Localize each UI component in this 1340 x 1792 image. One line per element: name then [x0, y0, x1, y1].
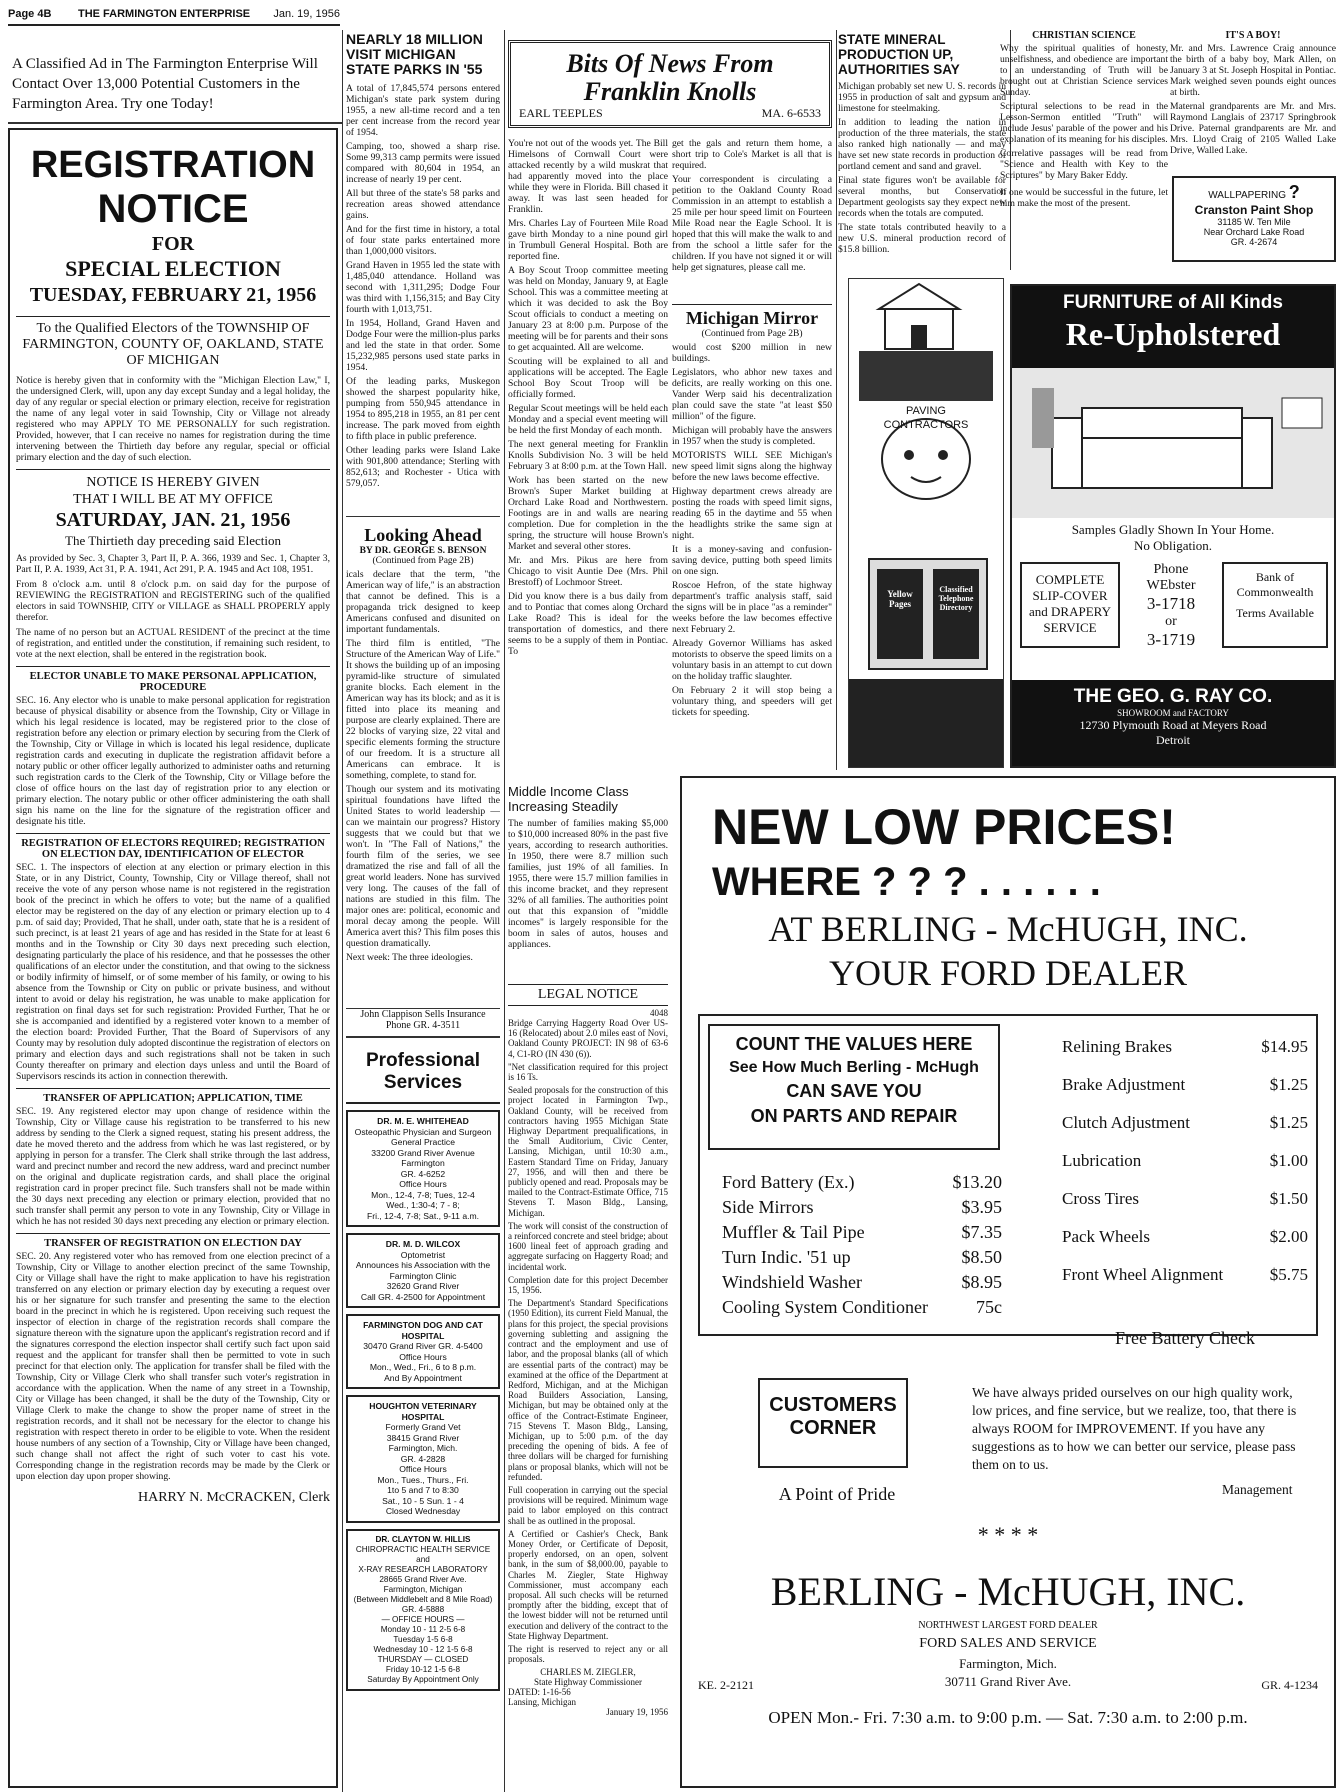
phone-number2: 3-1719 [1146, 630, 1196, 649]
legal-p4: The work will consist of the construction of a reinforced concrete and steel bridge; about 1600 lineal feet of approach grading and aggregate surfacing on Haggerty Road; and incidental work. [508, 1220, 668, 1272]
hours-paragraph: From 8 o'clock a.m. until 8 o'clock p.m. on said day for the purpose of REVIEWING the REGISTRATION and REGISTERING such of the qualified electors in said TOWNSHIP, CITY or VILLAGE as SHALL PROPERLY apply therefor. [16, 579, 330, 623]
notice-title: NOTICE [97, 187, 249, 231]
thirtieth-day: The Thirtieth day preceding said Election [65, 533, 281, 548]
card-line: Office Hours [399, 1464, 447, 1474]
legal-p9: The right is reserved to reject any or all proposals. [508, 1643, 668, 1665]
mineral-p2: In addition to leading the nation in production of the three materials, the state also ranked high nationally — and may have set new state records in production of portland cement and sand and gravel. [838, 117, 1006, 172]
legal-dated: DATED: 1-16-56 [508, 1687, 571, 1698]
parks-p8: Other leading parks were Island Lake with 901,800 attendance; Sterling with 852,613; and Rochester - Utica with 579,057. [346, 445, 500, 489]
wallpaper-label: WALLPAPERING [1208, 190, 1287, 201]
hillis-card [346, 1529, 500, 1691]
corner-label: CORNER [789, 1417, 877, 1439]
price-item: Ford Battery (Ex.) [722, 1172, 855, 1192]
price-row [1062, 1180, 1308, 1218]
card-line: CHIROPRACTIC HEALTH SERVICE [355, 1544, 491, 1554]
electors-address: To the Qualified Electors of the TOWNSHIP OF FARMINGTON, COUNTY OF, OAKLAND, STATE OF MICHIGAN [22, 321, 324, 368]
parks-p6: In 1954, Holland, Grand Haven and Dodge Four were the million-plus parks and led the state in that order. Some 15,232,985 persons used state parks in 1954. [346, 318, 500, 373]
price-row [722, 1220, 1002, 1245]
card-line: GR. 4-6252 [400, 1168, 446, 1179]
card-line: — OFFICE HOURS — [381, 1614, 465, 1624]
professional-title: Professional Services [346, 1042, 500, 1104]
sec16-paragraph: SEC. 16. Any elector who is unable to make personal application for registration because of physical disability or absence from the Township, City or Village in which his legal residence is located, may be registered prior to the close of registration before any election or primary election by securing from the Clerk of the Township, City or Village in which is located his legal residence, duplicate registration cards and executing in duplicate the registration affidavit before a notary public or other officer legally authorized to administer oaths and returning such registration cards to the Clerk of the Township, City or Village before the close of office hours on the last day of registration prior to any election or primary election. The notary public or other officer administering the oath shall sign his name on the line for the signature of the registration officer and designate his title. [16, 695, 330, 827]
largest-dealer: NORTHWEST LARGEST FORD DEALER [918, 1620, 1098, 1631]
reupholstered-title: Re-Upholstered [1065, 316, 1281, 352]
legal-p1: Bridge Carrying Haggerty Road Over US-16 (Relocated) about 2.0 miles east of Novi, Oakland County PROJECT: IN 98 of 63-6 4, C1-RO (IN 430 (6)). [508, 1018, 668, 1059]
card-line: Saturday By Appointment Only [367, 1674, 479, 1684]
mirror-continued: (Continued from Page 2B) [701, 329, 803, 339]
card-line: Wednesday 10 - 12 1-5 6-8 [373, 1644, 473, 1654]
looking-p3: Though our system and its motivating spiritual foundations have lifted the United States to world leadership — can we maintain our progress? History suggests that we could but that we won't. In "The Fall of Nations," the fourth film of the series, we see dramatized the rise and fall of all the great world leaders. None has survived very long. The causes of the fall of nations are studied in this film. The major ones are: political, economic and moral decay among the people. Will America avert this? This film poses this question dramatically. [346, 784, 500, 949]
phone-number1: 3-1718 [1146, 594, 1196, 613]
card-line: 28665 Grand River Ave. [379, 1574, 467, 1584]
mineral-p3: Final state figures won't be available for several months, but Conservation Department geologists say they expect new records when the totals are computed. [838, 175, 1006, 219]
income-headline: Middle Income Class Increasing Steadily [508, 784, 629, 814]
price-value: $5.75 [1269, 1265, 1308, 1284]
issue-date: Jan. 19, 1956 [273, 8, 340, 20]
election-date: TUESDAY, FEBRUARY 21, 1956 [29, 284, 317, 306]
phone-box [1126, 562, 1216, 662]
sec19-paragraph: SEC. 19. Any registered elector may upon change of residence within the Township, City or Village cause his registration to be transferred to his new address by sending to the Clerk a signed request, stating his present address, the date he moved thereto and the address from which he was last registered, or by applying in person for a transfer. The Clerk shall strike through the last address, ward and precinct number and record the new address, ward and precinct number on the original and duplicate registration cards, and shall place the original registration card in proper precinct file. Such transfers shall not be made within the 30 days next preceding any election or primary election, provided that no such transfer shall permit any person to vote in any Township, City or Village in which he has not resided 30 days next preceding any election or primary election. [16, 1106, 330, 1227]
section-heading: ELECTOR UNABLE TO MAKE PERSONAL APPLICATION, PROCEDURE [29, 671, 317, 693]
card-line: Friday 10-12 1-5 6-8 [385, 1664, 461, 1674]
directory-book: Classified Telephone Directory [938, 585, 974, 612]
notice-paragraph: Notice is hereby given that in conformity with the "Michigan Election Law," I, the undersigned Clerk, will, upon any day except Sunday and a legal holiday, the day of any regular or special election or primary election, receive for registration the name of any legal voter in said Township, City or Village not already registered who may APPLY TO ME PERSONALLY for such registration. Provided, however, that I can receive no names for registration during the time intervening between the Thirtieth day before any regular, special or official primary election and the day of such election. [16, 375, 330, 463]
can-save-you: CAN SAVE YOU [786, 1081, 922, 1101]
mineral-article [838, 32, 1006, 268]
legal-place: Lansing, Michigan [508, 1697, 576, 1708]
christian-science-article [1000, 30, 1168, 270]
insurance-line: John Clappison Sells Insurance [360, 1009, 486, 1020]
price-item: Clutch Adjustment [1062, 1113, 1190, 1132]
sec1-paragraph: SEC. 1. The inspectors of election at any election or primary election in this State, or in any District, County, Township, City or Village thereof, shall not receive the vote of any person whose name is not registered in the registration book of the precinct in which he offers to vote; but the name of a qualified elector may be registered on the day of any election or primary election up to 4 p.m. of said day; Provided, That he shall, under oath, state that he is a resident of such precinct, is at least 21 years of age and has resided in the State for at least 6 months and in the Township or City 30 days next preceding such election, designating particularly the place of his residence, and that he possesses the other qualifications of an elector under the constitution, and that owing to the sickness or bodily infirmity of himself, or of some member of his family, or owing to his absence from the Township or City on public or private business, and without intent to avoid or delay his registration, he was unable to make application for registration on final days set for such registration: Provided Further, That he or she is accompanied and identified by a registered voter known to a member of the election board: Provided Further, That the Board of Supervisors of any County may by resolution duly adopted discontinue the registration of electors on primary and election days and such registrations shall not be taken in such County thereafter on primary and election days unless and until the Board of Supervisors rescinds its action in connection therewith. [16, 862, 330, 1082]
bits-article-col2 [672, 138, 832, 298]
houghton-card [346, 1395, 500, 1523]
price-item: Front Wheel Alignment [1062, 1265, 1224, 1284]
furniture-title: FURNITURE of All Kinds [1063, 292, 1283, 313]
mirror-p9: On February 2 it will stop being a voluntary thing, and speeders will get tickets for speeding. [672, 685, 832, 718]
dealer-name: BERLING - McHUGH, INC. [770, 1569, 1246, 1614]
card-line: 30470 Grand River GR. 4-5400 [363, 1341, 483, 1351]
card-line: Call GR. 4-2500 for Appointment [360, 1291, 486, 1302]
parks-p4: And for the first time in history, a total of four state parks entertained more than 1,000,000 visitors. [346, 224, 500, 257]
looking-p2: The third film is entitled, "The Structure of the American Way of Life." It shows the building up of an imposing pyramid-like structure of simulated granite blocks. Each element in the American way has its block; and as it is fitted into place its meaning and purpose are clearly explained. There are 22 blocks of varying size, 22 vital and specific elements forming the structure of our freedom. It is a structure all Americans can embrace. It is something, complete, to stand for. [346, 638, 500, 781]
parks-p5: Grand Haven in 1955 led the state with 1,485,040 attendance. Holland was second with 1,311,295; Dodge Four was third with 1,156,315; and Bay City fourth with 1,013,751. [346, 260, 500, 315]
price-value: $2.00 [1269, 1227, 1308, 1246]
price-item: Windshield Washer [722, 1272, 862, 1292]
card-line: X-RAY RESEARCH LABORATORY [358, 1564, 488, 1574]
card-line: GR. 4-2828 [400, 1453, 446, 1464]
count-values: COUNT THE VALUES HERE [735, 1034, 973, 1054]
legal-notice [508, 984, 668, 1784]
legal-p8: A Certified or Cashier's Check, Bank Money Order, or Certificate of Deposit, properly endorsed, on an open, solvent bank, in the sum of $8,000.00, payable to Charles M. Ziegler, State Highway Commissioner, must accompany each proposal. All such checks will be returned promptly after the bidding, except that of the lowest bidder will not be returned until execution and delivery of the contract to the State Highway Department. [508, 1528, 668, 1641]
card-line: 1to 5 and 7 to 8:30 [387, 1485, 459, 1495]
byline: BY DR. GEORGE S. BENSON [359, 546, 487, 556]
terms: Terms Available [1236, 606, 1314, 620]
wallpaper-ad [1172, 176, 1336, 262]
looking-p1: icals declare that the term, "the American way of life," is an abstraction that cannot be defined. This is a propaganda trick designed to keep Americans confused and disunited on important fundamentals. [346, 569, 500, 635]
price-row [722, 1245, 1002, 1270]
right-price-list [1062, 1028, 1308, 1332]
legal-publication: January 19, 1956 [606, 1707, 668, 1718]
mirror-headline: Michigan Mirror [672, 304, 832, 329]
wilcox-card [346, 1233, 500, 1308]
contractors-label: CONTRACTORS [883, 419, 969, 431]
page-number: Page 4B [8, 8, 52, 20]
card-line: 38415 Grand River [386, 1432, 460, 1443]
where-line: WHERE ? ? ? . . . . . . [712, 860, 1101, 904]
values-header-box [708, 1024, 1000, 1150]
phone-gr: GR. 4-1234 [1261, 1678, 1318, 1692]
notice-office: THAT I WILL BE AT MY OFFICE [73, 492, 273, 507]
card-line: HOUGHTON VETERINARY HOSPITAL [369, 1401, 477, 1422]
bits-p3: A Boy Scout Troop committee meeting was held on Monday, January 9, at Eagle School. This was a committee meeting at which it was decided to ask the Boy Scout officials to conduct a meeting on January 23 at 8:00 p.m. Purpose of the meeting will be for parents and their sons to get acquainted. All are welcome. [508, 265, 668, 353]
price-item: Pack Wheels [1062, 1227, 1150, 1246]
price-value: $1.00 [1269, 1151, 1308, 1170]
section-heading: TRANSFER OF REGISTRATION ON ELECTION DAY [44, 1238, 302, 1249]
section-heading: TRANSFER OF APPLICATION; APPLICATION, TIME [43, 1093, 303, 1104]
mirror-p4: MOTORISTS WILL SEE Michigan's new speed limit signs along the highway before the new laws become effective. [672, 450, 832, 483]
card-line: Farmington, Mich. [388, 1443, 458, 1453]
paving-contractors-ad [848, 278, 1004, 768]
legal-headline: LEGAL NOTICE [508, 984, 668, 1006]
mineral-headline: STATE MINERAL PRODUCTION UP, AUTHORITIES SAY [838, 32, 960, 77]
science-p3: Correlative passages will be read from "Science and Health with Key to the Scriptures" by Mary Baker Eddy. [1000, 148, 1168, 181]
mineral-p1: Michigan probably set new U. S. records in 1955 in production of salt and gypsum and limestone for steelmaking. [838, 81, 1006, 114]
paint-shop-address2: Near Orchard Lake Road [1203, 227, 1305, 237]
bits-p4: Scouting will be explained to all and applications will be accepted. The Eagle School Boy Scout Troop will be officially formed. [508, 356, 668, 400]
price-row [1062, 1104, 1308, 1142]
left-price-list [722, 1170, 1002, 1340]
card-line: DR. M. E. WHITEHEAD [377, 1116, 469, 1126]
parks-p3: All but three of the state's 58 parks and recreation areas showed attendance gains. [346, 188, 500, 221]
registration-notice [8, 128, 338, 1788]
paper-name: THE FARMINGTON ENTERPRISE [78, 8, 251, 20]
phone-or: or [1165, 614, 1177, 629]
office-date: SATURDAY, JAN. 21, 1956 [55, 509, 291, 531]
mineral-p4: The state totals contributed heavily to a new U.S. mineral production record of $15.8 billion. [838, 222, 1006, 255]
card-line: Monday 10 - 11 2-5 6-8 [380, 1624, 466, 1634]
card-line: Formerly Grand Vet [385, 1422, 461, 1432]
card-line: Optometrist [400, 1249, 446, 1260]
price-value: $1.25 [1269, 1113, 1308, 1132]
company-name: THE GEO. G. RAY CO. [1073, 686, 1273, 707]
card-line: And By Appointment [384, 1372, 462, 1383]
price-item: Turn Indic. '51 up [722, 1247, 851, 1267]
bits-phone: MA. 6-6533 [761, 106, 821, 120]
legal-title: State Highway Commissioner [534, 1677, 642, 1688]
wallpaper-quote: If one would be successful in the future, let him make the most of the present. [1000, 187, 1168, 209]
whitehead-card [346, 1110, 500, 1227]
card-line: DR. CLAYTON W. HILLIS [375, 1534, 471, 1544]
open-hours: OPEN Mon.- Fri. 7:30 a.m. to 9:00 p.m. — Sat. 7:30 a.m. to 2:00 p.m. [768, 1708, 1248, 1727]
price-item: Brake Adjustment [1062, 1075, 1186, 1094]
legal-signature: CHARLES M. ZIEGLER, [540, 1667, 636, 1678]
bits-p10: get the gals and return them home, a short trip to Cole's Market is all that is required. [672, 138, 832, 171]
obligation-line: No Obligation. [1134, 538, 1212, 553]
card-line: Farmington, Michigan [383, 1584, 463, 1594]
price-item: Cross Tires [1062, 1189, 1140, 1208]
card-line: and [416, 1554, 430, 1564]
card-line: (Between Middlebelt and 8 Mile Road) [353, 1594, 493, 1604]
yellow-pages-book: Yellow Pages [887, 589, 913, 609]
bits-p6: The next general meeting for Franklin Knolls Subdivision No. 3 will be held February 3 at 8:00 p.m. at the Town Hall. [508, 439, 668, 472]
card-line: 33200 Grand River Avenue [371, 1147, 475, 1158]
mirror-p7: Roscoe Hefron, of the state highway department's traffic analysis staff, said the signs will be in place "as a reminder" weeks before the law becomes effective next February 2. [672, 580, 832, 635]
looking-ahead-article [346, 524, 500, 1004]
resident-paragraph: The name of no person but an ACTUAL RESIDENT of the precinct at the time of registration, and entitled under the constitution, if remaining such resident, to vote at the next election, shall be entered in the registration book. [16, 627, 330, 660]
card-line: Osteopathic Physician and Surgeon [354, 1126, 492, 1137]
price-row [1062, 1256, 1308, 1294]
dealer-city: Farmington, Mich. [959, 1656, 1057, 1671]
company-city: Detroit [1156, 733, 1190, 747]
paving-label: PAVING [906, 405, 946, 417]
classified-ad: A Classified Ad in The Farmington Enterprise Will Contact Over 13,000 Potential Customers in the Farmington Area. Try one Today! [12, 56, 318, 112]
bits-title-box [508, 40, 832, 128]
phone-exchange: WEbster [1146, 578, 1196, 593]
statute-paragraph: As provided by Sec. 3, Chapter 3, Part II, P. A. 366, 1939 and Sec. 1, Chapter 3, Part II, P. A. 1939, Act 31, P. A. 1941, Act 291, P. A. 1945 and Act 108, 1951. [16, 553, 330, 575]
boy-p1: Mr. and Mrs. Lawrence Craig announce the birth of a baby boy, Mark Allen, on January 3 at St. Joseph Hospital in Pontiac. Mark weighed seven pounds eight ounces at birth. [1170, 43, 1336, 98]
samples-line: Samples Gladly Shown In Your Home. [1071, 522, 1275, 537]
bits-title-line2: Franklin Knolls [583, 77, 757, 106]
bank-name: Bank of Commonwealth [1236, 570, 1314, 599]
price-row [722, 1195, 1002, 1220]
price-value: $13.20 [952, 1172, 1002, 1192]
sofa-illustration [1012, 368, 1334, 518]
furniture-ad [1010, 284, 1336, 768]
price-row [722, 1270, 1002, 1295]
dealer-line: AT BERLING - McHUGH, INC. [768, 909, 1248, 949]
science-headline: CHRISTIAN SCIENCE [1032, 30, 1136, 41]
price-value: $7.35 [961, 1222, 1002, 1242]
card-line: Announces his Association with the Farmington Clinic [355, 1260, 491, 1281]
mirror-p3: Michigan will probably have the answers in 1957 when the study is completed. [672, 425, 832, 447]
card-line: Office Hours [399, 1179, 447, 1189]
phone-ke: KE. 2-2121 [698, 1678, 754, 1692]
price-value: 75c [976, 1297, 1002, 1317]
registration-title: REGISTRATION [30, 144, 316, 186]
parks-p1: A total of 17,845,574 persons entered Michigan's state park system during 1955, a new all-time record and a ten per cent increase from the record year of 1954. [346, 83, 500, 138]
card-line: 32620 Grand River [386, 1281, 460, 1291]
bits-title-line1: Bits Of News From [566, 49, 774, 78]
price-item: Relining Brakes [1062, 1037, 1173, 1056]
price-value: $1.25 [1269, 1075, 1308, 1094]
price-value: $1.50 [1269, 1189, 1308, 1208]
price-row [722, 1295, 1002, 1320]
bits-p7: Work has been started on the new Brown's Super Market building at Orchard Lake Road and Northwestern. Footings are in and walls are nearing completion. Due for completion in the spring, the structure will house Brown's Market and several other stores. [508, 475, 668, 552]
price-item: Side Mirrors [722, 1197, 814, 1217]
clerk-signature: HARRY N. McCRACKEN, Clerk [138, 1490, 330, 1505]
price-row [1062, 1142, 1308, 1180]
legal-p3: Sealed proposals for the construction of this project located in Farmington Twp., Oakland County, will be received from contractors having 1955 Michigan State Highway Department prequalifications, in the Small Auditorium, Civic Center, Lansing, Michigan, until 10:30 a.m., Eastern Standard Time on Friday, January 27, 1956, and will then and there be publicly opened and read. Proposals may be mailed to the Contract-Estimate Office, 715 Stevens T. Mason Bldg., Lansing, Michigan. [508, 1085, 668, 1218]
price-item: Cooling System Conditioner [722, 1297, 929, 1317]
slip-cover-box: COMPLETE SLIP-COVER and DRAPERY SERVICE [1020, 562, 1120, 648]
paving-illustration [849, 279, 1003, 767]
management-sign: Management [1222, 1482, 1293, 1497]
card-line: General Practice [390, 1137, 455, 1147]
price-value: $8.50 [961, 1247, 1002, 1267]
special-election-title: SPECIAL ELECTION [65, 256, 281, 281]
parks-headline: NEARLY 18 MILLION VISIT MICHIGAN STATE PARKS IN '55 [346, 32, 483, 77]
card-line: Closed Wednesday [385, 1506, 461, 1516]
for-label: FOR [151, 233, 195, 255]
masthead [8, 4, 340, 26]
your-ford-dealer: YOUR FORD DEALER [828, 953, 1187, 993]
boy-headline: IT'S A BOY! [1225, 30, 1281, 41]
bits-p8: Mr. and Mrs. Pikus are here from Chicago to visit Auntie Dee (Mrs. Phil Brestoff) of Lochmoor Street. [508, 555, 668, 588]
card-line: Farmington [401, 1158, 445, 1168]
bits-p5: Regular Scout meetings will be held each Monday and a special event meeting will be held the first Monday of each month. [508, 403, 668, 436]
showroom-label: SHOWROOM and FACTORY [1117, 708, 1229, 718]
card-line: Office Hours [399, 1351, 447, 1362]
card-line: Mon., Tues., Thurs., Fri. [377, 1474, 469, 1485]
paint-shop-address1: 31185 W. Ten Mile [1217, 217, 1291, 227]
card-line: DR. M. D. WILCOX [385, 1239, 461, 1249]
on-parts-repair: ON PARTS AND REPAIR [750, 1106, 958, 1126]
middle-income-article [508, 784, 668, 984]
card-line: Fri., 12-4, 7-8; Sat., 9-11 a.m. [366, 1210, 480, 1221]
point-of-pride: A Point of Pride [778, 1484, 896, 1504]
boy-article [1170, 30, 1336, 170]
card-line: Mon., 12-4, 7-8; Tues, 12-4 [371, 1189, 475, 1200]
parks-p7: Of the leading parks, Muskegon showed the sharpest popularity hike, pumping from 550,945 attendance in 1954 to 895,218 in 1955, an 81 per cent increase. The park moved from eighth to fifth place in public preference. [346, 376, 500, 442]
mirror-p5: Highway department crews already are posting the roads with speed limit signs, reading 65 in the daytime and 55 when the headlights strike the same sign at night. [672, 486, 832, 541]
phone-label: Phone [1153, 562, 1189, 577]
paint-shop-phone: GR. 4-2674 [1230, 237, 1278, 247]
continued-note: (Continued from Page 2B) [372, 556, 474, 566]
price-row [1062, 1028, 1308, 1066]
mirror-p8: Already Governor Williams has asked motorists to observe the speed limits on a voluntary basis in an attempt to cut down on the holiday traffic slaughter. [672, 638, 832, 682]
card-line: Wed., 1:30-4; 7 - 8; [386, 1200, 460, 1210]
looking-ahead-headline: Looking Ahead [364, 525, 482, 545]
legal-p5: Completion date for this project December 15, 1956. [508, 1274, 668, 1296]
price-value: $3.95 [961, 1197, 1002, 1217]
card-line: THURSDAY — CLOSED [377, 1654, 469, 1664]
card-line: Tuesday 1-5 6-8 [393, 1634, 453, 1644]
parks-article [346, 32, 500, 512]
new-low-prices: NEW LOW PRICES! [712, 799, 1176, 855]
professional-services [346, 1042, 500, 1788]
legal-p6: The Department's Standard Specifications (1950 Edition), its current Field Manual, the plans for this project, the special provisions governing subletting and assigning the contract and the employment and use of labor, and the proposal blanks (all of which are essential parts of the contract) may be examined at the office of the Department at Redford, Michigan, and at the Michigan Road Builders Association, Lansing, Michigan, but may be obtained only at the office of the Contract-Estimate Engineer, 715 Stevens T. Mason Bldg., Lansing, Michigan, up to 5:00 p.m. of the day preceding the opening of bids. A fee of three dollars will be charged for furnishing plans or proposal blanks, which will not be refunded. [508, 1298, 668, 1482]
company-address: 12730 Plymouth Road at Meyers Road [1079, 718, 1267, 732]
card-line: GR. 4-5888 [401, 1604, 445, 1614]
sales-service: FORD SALES AND SERVICE [919, 1636, 1097, 1651]
parks-p2: Camping, too, showed a sharp rise. Some 99,313 camp permits were issued compared with 80,604 in 1954, an increase of nearly 19 per cent. [346, 141, 500, 185]
looking-p4: Next week: The three ideologies. [346, 952, 473, 963]
bits-article-col1 [508, 138, 668, 778]
card-line: Mon., Wed., Fri., 6 to 8 p.m. [369, 1362, 477, 1372]
question-icon: ? [1288, 182, 1300, 202]
customers-label: CUSTOMERS [769, 1394, 897, 1416]
legal-number: 4048 [650, 1008, 668, 1018]
ray-company-banner [1012, 680, 1334, 766]
bank-box [1222, 562, 1328, 648]
paint-shop-name: Cranston Paint Shop [1194, 203, 1314, 217]
mirror-p6: It is a money-saving and confusion-saving device, putting both speed limits on one sign. [672, 544, 832, 577]
stars-divider: * * * * [977, 1522, 1039, 1547]
mirror-p1: would cost $200 million in new buildings. [672, 342, 832, 364]
insurance-ad [346, 1008, 500, 1038]
free-battery-check: Free Battery Check [1115, 1328, 1255, 1348]
bits-p2: Mrs. Charles Lay of Fourteen Mile Road gave birth Monday to a nine pound girl in Trumbull General Hospital. Both are reported fine. [508, 218, 668, 262]
legal-p2: "Net classification required for this project is 16 Ts. [508, 1061, 668, 1083]
science-p1: Why the spiritual qualities of honesty, unselfishness, and obedience are important to an understanding of Truth will be brought out at Christian Science services Sunday. [1000, 43, 1168, 98]
bits-author: EARL TEEPLES [519, 106, 603, 120]
bits-p9: Did you know there is a bus daily from and to Pontiac that comes along Orchard Lake Road? This is ideal for the transportation of domestics, and there seems to be a supply of them in Pontiac. To [508, 591, 668, 657]
price-value: $14.95 [1261, 1037, 1308, 1056]
dog-cat-card [346, 1314, 500, 1389]
boy-p2: Maternal grandparents are Mr. and Mrs. Raymond Langlais of 23717 Springbrook Drive. Paternal grandparents are Mr. and Mrs. Lloyd Craig of 2105 Walled Lake Drive, Walled Lake. [1170, 101, 1336, 156]
price-item: Muffler & Tail Pipe [722, 1222, 865, 1242]
card-line: Sat., 10 - 5 Sun. 1 - 4 [382, 1495, 464, 1506]
dealer-address: 30711 Grand River Ave. [944, 1674, 1072, 1689]
price-row [722, 1170, 1002, 1195]
bits-p11: Your correspondent is circulating a petition to the Oakland County Road Commission in an attempt to establish a 25 mile per hour speed limit on Fourteen Mile Road near the Eagle School. It is hoped that this will make the walk to and from the school a little safer for the children. If you have not signed it or will help get signatures, please call me. [672, 174, 832, 273]
science-p2: Scriptural selections to be read in the Lesson-Sermon entitled "Truth" will include Jesus' parable of the power and his explanation of its meaning for his disciples. [1000, 101, 1168, 145]
ford-dealer-ad [680, 776, 1336, 1788]
see-how-much: See How Much Berling - McHugh [729, 1059, 979, 1076]
price-item: Lubrication [1062, 1151, 1142, 1170]
bits-p1: You're not out of the woods yet. The Bill Himelsons of Cornwall Court were attacked recently by a wild muskrat that had apparently moved into the place while they were in Florida. Bill chased it away. It was last seen headed for Franklin. [508, 138, 668, 215]
legal-p7: Full cooperation in carrying out the special provisions will be required. Minimum wage paid to labor employed on this contract shall be as outlined in the proposal. [508, 1484, 668, 1526]
sec20-paragraph: SEC. 20. Any registered voter who has removed from one election precinct of a Township, City or Village to another election precinct of the same Township, City or Village shall have the right to make application to have his registration transferred on any election or primary election day by executing a request over his or her signature for such transfer and presenting the same to the election board in the precinct in which he is registered. Upon receiving such request the inspector of election in charge of the registration records shall compare the signature thereon with the signature upon the applicant's registration record and if the signatures correspond the election inspector shall certify such fact upon said request and the applicant for transfer shall then be permitted to vote in such precinct for that election only. The application for transfer shall be filed with the Township, City or Village Clerk who shall transfer such voter's registration in accordance with the application. When the name of any street in a Township, City or Village has been changed, it shall be the duty of the Township, City or Village Clerk to make the change to show the proper name of street in the registration records, and it shall not be necessary for the elector to change his registration with respect thereto in order to be eligible to vote. When the resident house numbers of any section of a Township, City or Village have been changed, such change shall not affect the right of such voter to cast his vote. Corresponding change in the registration records may be made by the Clerk or upon election day upon proper showing. [16, 1251, 330, 1482]
mirror-p2: Legislators, who abhor new taxes and deficits, are really working on this one. Vander Werp said his decentralization plan could save the state "at least $50 million" of the figure. [672, 367, 832, 422]
card-line: FARMINGTON DOG AND CAT HOSPITAL [363, 1320, 483, 1341]
michigan-mirror-article [672, 304, 832, 774]
price-row [1062, 1218, 1308, 1256]
section-heading: REGISTRATION OF ELECTORS REQUIRED; REGISTRATION ON ELECTION DAY, IDENTIFICATION OF ELECTOR [21, 838, 325, 860]
price-value: $8.95 [961, 1272, 1002, 1292]
income-p1: The number of families making $5,000 to $10,000 increased 80% in the past five years, according to research authorities. In 1950, there were 8.7 million such families, just 19% of all families. In 1955, there were 15.7 million families in this income bracket, and they represent 32% of all families. The authorities point out that this expansion of "middle incomes" is largely responsible for the boom in sales of autos, houses and appliances. [508, 818, 668, 950]
insurance-phone: Phone GR. 4-3511 [385, 1020, 461, 1031]
price-row [1062, 1066, 1308, 1104]
customers-corner-box [758, 1378, 908, 1468]
quality-paragraph: We have always prided ourselves on our high quality work, low prices, and fine service, but we realize, too, that there is always ROOM for IMPROVEMENT. If you have any suggestions as to how we can better our service, please pass them on to us. [972, 1385, 1297, 1472]
notice-given: NOTICE IS HEREBY GIVEN [86, 475, 260, 490]
